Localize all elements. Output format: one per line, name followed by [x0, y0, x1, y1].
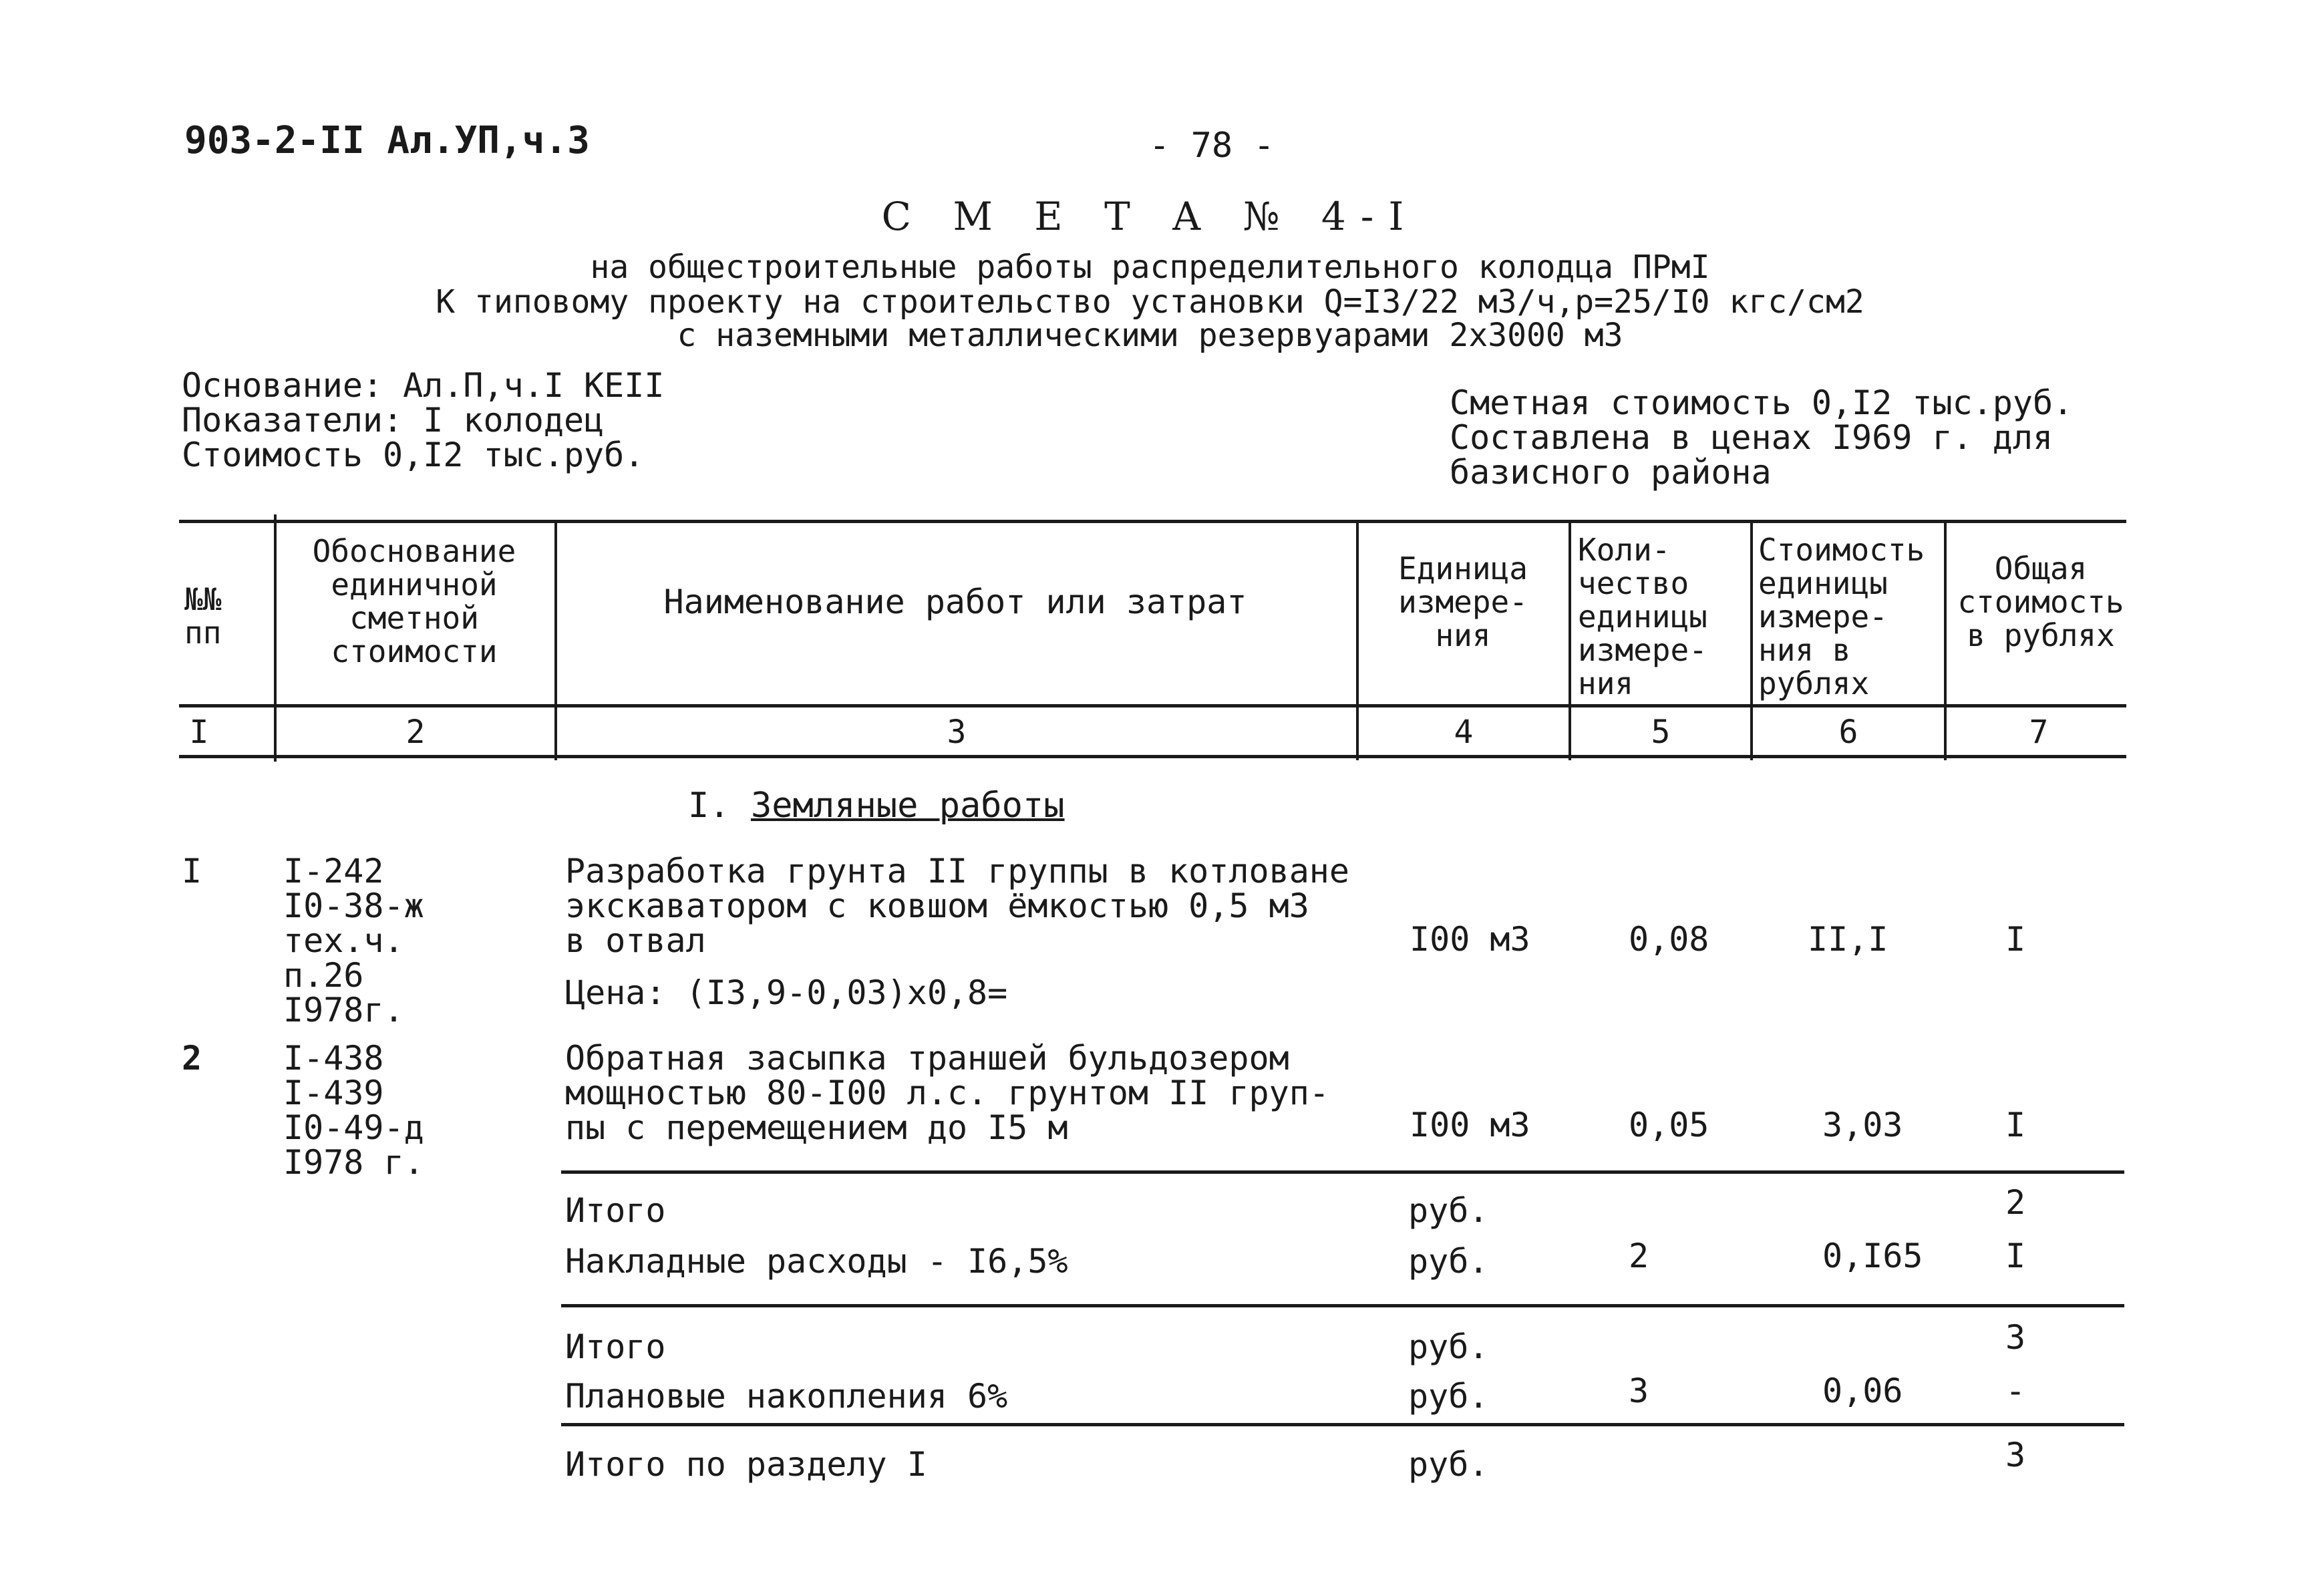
row-2-total: I	[2005, 1106, 2026, 1144]
section-title: Земляные работы	[750, 786, 1065, 826]
col-header-5: Коли- чество единицы измере- ния	[1578, 532, 1707, 701]
col-header-3: Наименование работ или затрат	[663, 583, 1247, 621]
row-1-number: I	[182, 852, 202, 891]
summary-rule-3	[561, 1423, 2124, 1426]
subtitle-line-2: К типовому проекту на строительство установки Q=I3/22 м3/ч,р=25/I0 кгс/см2	[436, 283, 1864, 321]
summary-total-1-label: Итого	[565, 1191, 666, 1230]
col-number-4: 4	[1454, 713, 1474, 751]
section-total-label: Итого по разделу I	[565, 1445, 927, 1484]
col-header-2: Обоснование единичной сметной стоимости	[312, 533, 516, 669]
col-header-4: Единица измере- ния	[1398, 550, 1528, 653]
row-1-price-note: Цена: (I3,9-0,03)х0,8=	[565, 973, 1008, 1012]
subtitle-line-1: на общестроительные работы распределительного колодца ПРмI	[590, 249, 1710, 286]
row-1-qty: 0,08	[1629, 920, 1709, 959]
col-number-7: 7	[2029, 713, 2049, 751]
row-2-unit: I00 м3	[1410, 1106, 1530, 1144]
overhead-unit: руб.	[1408, 1242, 1489, 1281]
overhead-rate: 0,I65	[1822, 1237, 1923, 1275]
row-2-number: 2	[182, 1039, 202, 1078]
col-number-1: I	[189, 713, 209, 751]
summary-rule-1	[561, 1170, 2124, 1174]
row-1-basis: I-242 I0-38-ж тех.ч. п.26 I978г.	[283, 852, 424, 1029]
section-number: I.	[688, 786, 730, 826]
section-total-value: 3	[2005, 1436, 2026, 1474]
planned-savings-unit: руб.	[1408, 1377, 1489, 1416]
table-header-rule	[179, 704, 2126, 707]
section-heading	[688, 786, 1065, 826]
section-total-unit: руб.	[1408, 1445, 1489, 1484]
summary-total-2-label: Итого	[565, 1327, 666, 1366]
summary-total-1-value: 2	[2005, 1183, 2026, 1222]
col-header-7: Общая стоимость в рублях	[1957, 550, 2124, 653]
summary-total-2-unit: руб.	[1408, 1327, 1489, 1366]
row-2-qty: 0,05	[1629, 1106, 1709, 1144]
overhead-total: I	[2005, 1237, 2026, 1275]
row-1-total: I	[2005, 920, 2026, 959]
row-1-unit-cost: II,I	[1808, 920, 1888, 959]
prices-year-info: Составлена в ценах I969 г. для	[1450, 418, 2053, 457]
table-top-rule	[179, 520, 2126, 523]
indicators-info: Показатели: I колодец	[182, 401, 605, 440]
planned-savings-total: -	[2005, 1372, 2026, 1410]
row-1-name: Разработка грунта II группы в котловане экскаватором с ковшом ёмкостью 0,5 м3 в отвал	[565, 852, 1349, 960]
row-1-unit: I00 м3	[1410, 920, 1530, 959]
summary-total-1-unit: руб.	[1408, 1191, 1489, 1230]
page-number: - 78 -	[1149, 126, 1275, 166]
planned-savings-rate: 0,06	[1822, 1372, 1903, 1410]
summary-rule-2	[561, 1304, 2124, 1307]
row-2-name: Обратная засыпка траншей бульдозером мощностью 80-I00 л.с. грунтом II груп- пы с перемещением до I5 м	[565, 1039, 1329, 1147]
col-number-6: 6	[1838, 713, 1858, 751]
row-2-basis: I-438 I-439 I0-49-д I978 г.	[283, 1039, 424, 1182]
subtitle-line-3: с наземными металлическими резервуарами 2х3000 м3	[677, 317, 1623, 354]
planned-savings-qty: 3	[1629, 1372, 1649, 1410]
planned-savings-label: Плановые накопления 6%	[565, 1377, 1008, 1416]
col-number-5: 5	[1651, 713, 1671, 751]
document-title: С М Е Т А № 4-I	[881, 194, 1419, 239]
document-code: 903-2-II Ал.УП,ч.3	[184, 119, 590, 162]
overhead-qty: 2	[1629, 1237, 1649, 1275]
summary-total-2-value: 3	[2005, 1318, 2026, 1357]
col-number-2: 2	[405, 713, 426, 751]
table-colnum-rule	[179, 755, 2126, 758]
row-2-unit-cost: 3,03	[1822, 1106, 1903, 1144]
estimated-cost-info: Сметная стоимость 0,I2 тыс.руб.	[1450, 383, 2074, 422]
region-info: базисного района	[1450, 453, 1772, 492]
col-number-3: 3	[947, 713, 967, 751]
col-header-6: Стоимость единицы измере- ния в рублях	[1758, 532, 1925, 701]
basis-info: Основание: Ал.П,ч.I КЕII	[182, 366, 665, 405]
cost-info: Стоимость 0,I2 тыс.руб.	[182, 436, 645, 474]
overhead-label: Накладные расходы - I6,5%	[565, 1242, 1068, 1281]
col-header-1: №№ пп	[184, 581, 222, 651]
